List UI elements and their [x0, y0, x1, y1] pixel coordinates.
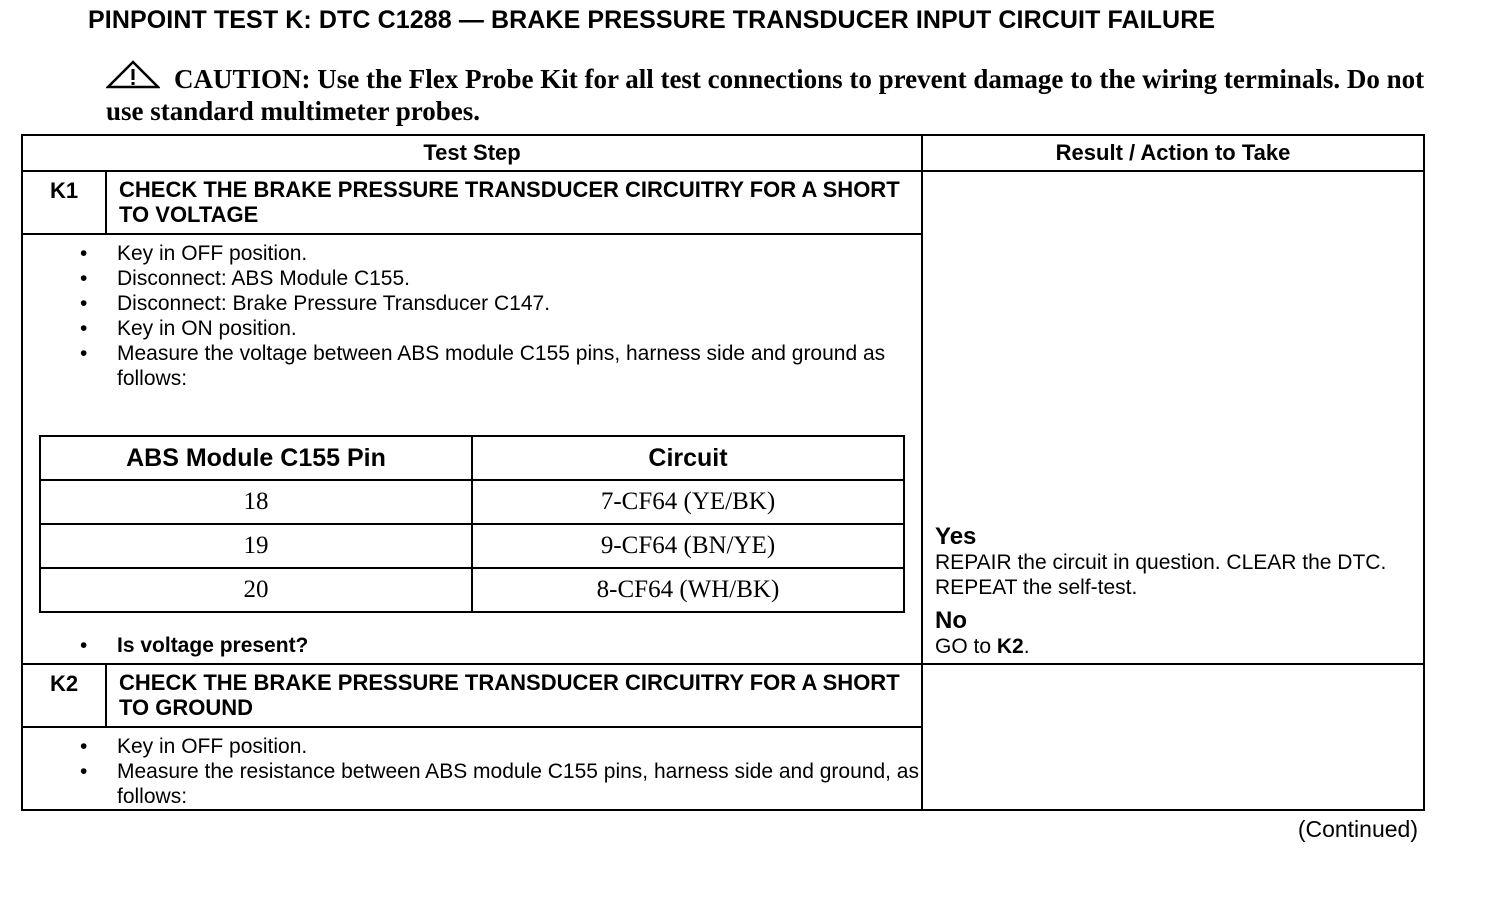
step-title-k1: CHECK THE BRAKE PRESSURE TRANSDUCER CIRCUITRY FOR A SHORT TO VOLTAGE: [106, 171, 922, 234]
pin-circuit-table: [39, 435, 905, 613]
step-item: • Measure the voltage between ABS module C155 pins, harness side and ground as follows:: [117, 341, 921, 391]
table-row: [40, 524, 904, 568]
pin-cell: 19: [40, 524, 472, 568]
header-test-step: Test Step: [22, 135, 922, 171]
table-row: [40, 568, 904, 612]
step-item: • Disconnect: ABS Module C155.: [117, 266, 921, 291]
result-cell-k1: [922, 171, 1424, 664]
result-no-label: No: [935, 607, 968, 634]
circuit-cell: 8-CF64 (WH/BK): [472, 568, 904, 612]
step-item: • Key in ON position.: [117, 316, 921, 341]
page-title: PINPOINT TEST K: DTC C1288 — BRAKE PRESSURE TRANSDUCER INPUT CIRCUIT FAILURE: [88, 6, 1216, 34]
step-item: • Measure the resistance between ABS module C155 pins, harness side and ground, as follows:: [117, 759, 921, 809]
pinpoint-test-table: [21, 134, 1425, 811]
circuit-header: Circuit: [472, 436, 904, 480]
header-result: Result / Action to Take: [922, 135, 1424, 171]
step-item: • Key in OFF position.: [117, 734, 921, 759]
result-k1: [935, 524, 1421, 659]
step-list-k1: [23, 241, 921, 391]
step-title-k2: CHECK THE BRAKE PRESSURE TRANSDUCER CIRCUITRY FOR A SHORT TO GROUND: [106, 664, 922, 727]
caution-notice: [106, 60, 1436, 127]
result-yes-label: Yes: [935, 523, 977, 550]
result-no-text: GO to: [935, 635, 997, 658]
step-body-k1: [22, 234, 922, 664]
question-k1: • Is voltage present?: [23, 633, 921, 658]
warning-triangle-icon: [106, 60, 160, 90]
step-list-k2: [23, 734, 921, 809]
pin-cell: 20: [40, 568, 472, 612]
step-item: • Disconnect: Brake Pressure Transducer C147.: [117, 291, 921, 316]
table-row: [40, 480, 904, 524]
step-id-k2: K2: [22, 664, 106, 727]
step-id-k1: K1: [22, 171, 106, 234]
caution-label: CAUTION:: [174, 64, 311, 94]
circuit-cell: 7-CF64 (YE/BK): [472, 480, 904, 524]
result-yes-text: REPAIR the circuit in question. CLEAR the DTC. REPEAT the self-test.: [935, 551, 1387, 599]
step-body-k2: [22, 727, 922, 810]
result-no-action: GO to K2.: [935, 635, 1030, 658]
step-item: • Key in OFF position.: [117, 241, 921, 266]
pin-header: ABS Module C155 Pin: [40, 436, 472, 480]
result-no-target: K2: [996, 635, 1024, 658]
result-cell-k2: [922, 664, 1424, 810]
circuit-cell: 9-CF64 (BN/YE): [472, 524, 904, 568]
caution-text: Use the Flex Probe Kit for all test connections to prevent damage to the wiring terminals. Do not use standard multimeter probes.: [106, 64, 1425, 126]
pin-cell: 18: [40, 480, 472, 524]
continued-label: (Continued): [1297, 816, 1418, 842]
